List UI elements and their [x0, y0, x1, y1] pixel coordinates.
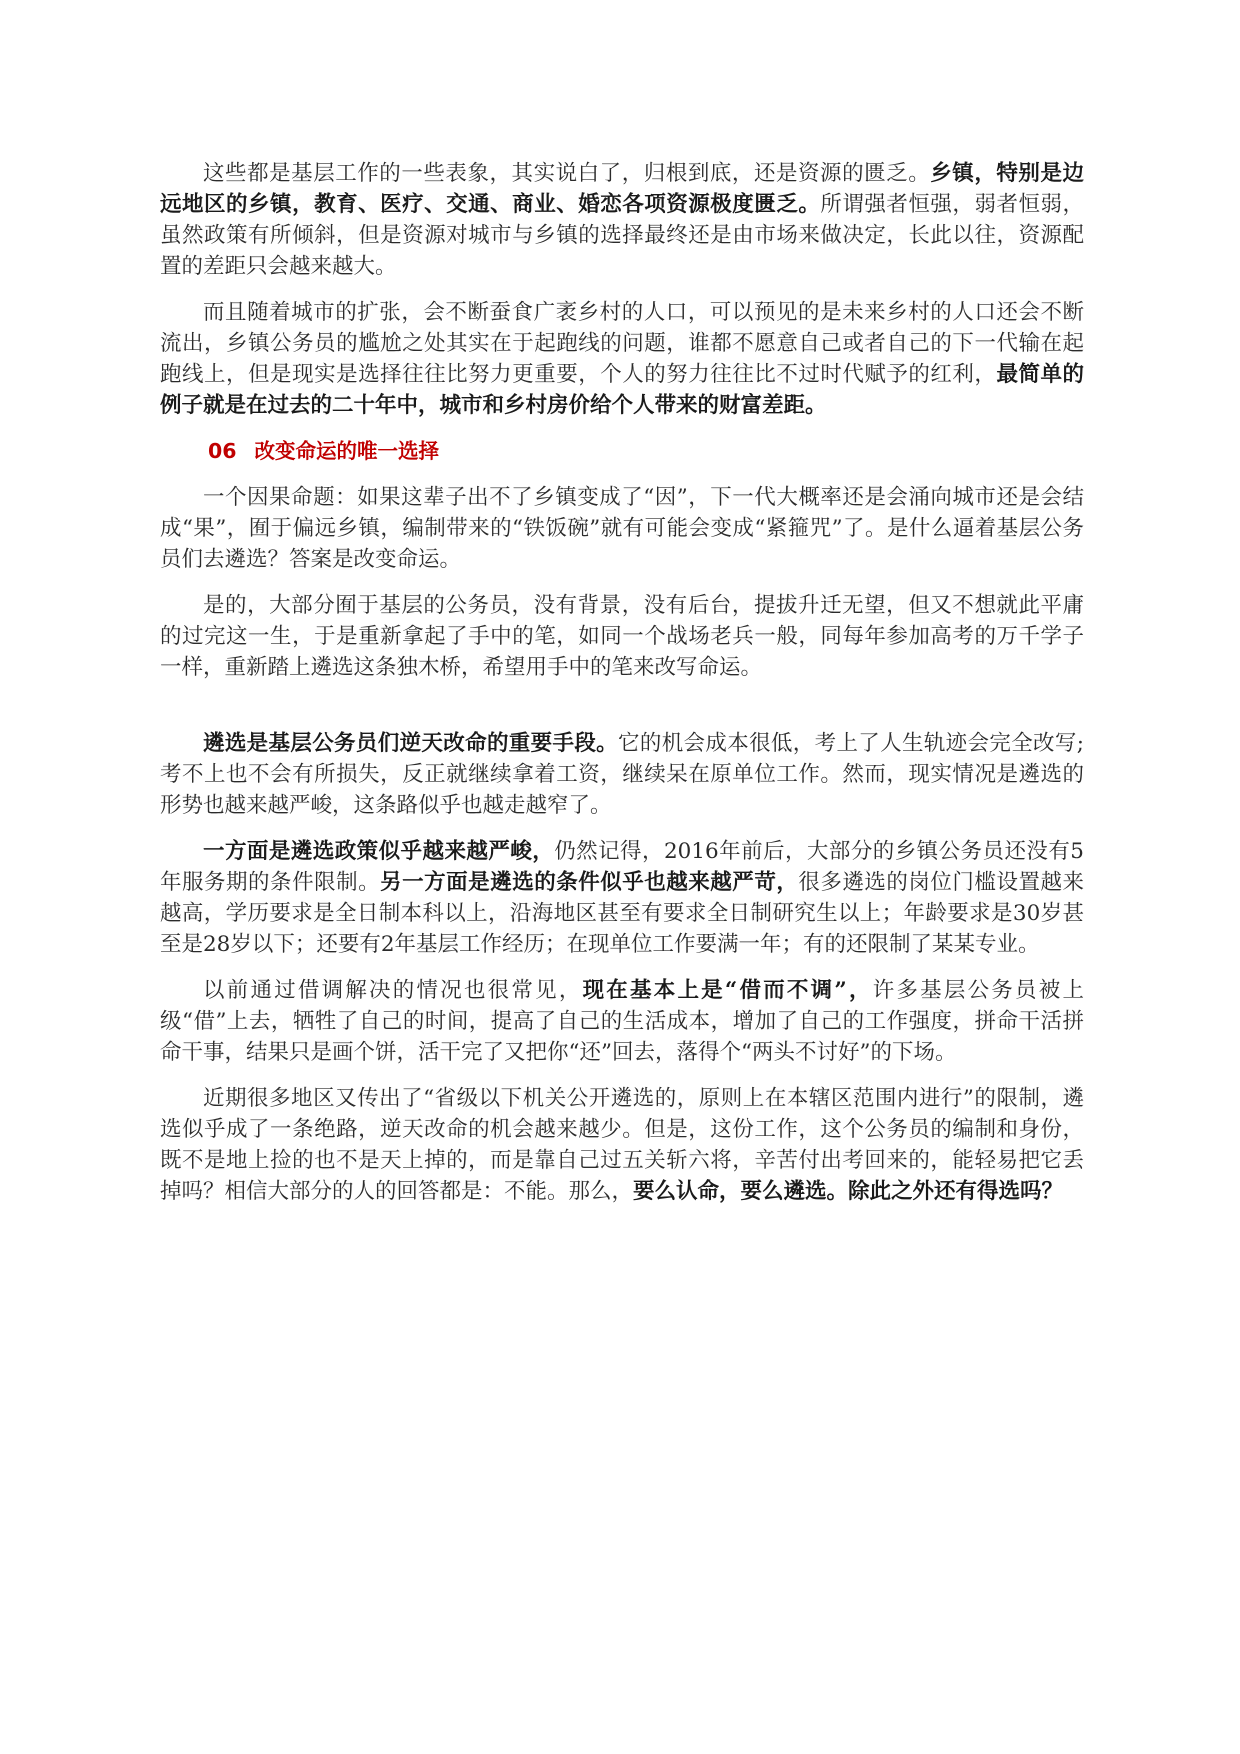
- paragraph-text: 以前通过借调解决的情况也很常见，: [203, 978, 583, 1003]
- paragraph-bold-text: 一方面是遴选政策似乎越来越严峻，: [203, 839, 555, 864]
- paragraph-text: 仍然记得，2016年前后，大部分的乡镇公务员还没有5年服务期的条件限制。: [160, 839, 1084, 895]
- paragraph-bold-text: 遴选是基层公务员们逆天改命的重要手段。: [203, 731, 619, 756]
- paragraph-text: 而且随着城市的扩张，会不断蚕食广袤乡村的人口，可以预见的是未来乡村的人口还会不断流出，乡镇公务员的尴尬之处其实在于起跑线的问题，谁都不愿意自己或者自己的下一代输在起跑线上，但是现实是选择往往比努力更重要，个人的努力往往比不过时代赋予的红利，: [160, 300, 1084, 387]
- paragraph-secondment: [160, 975, 1084, 1068]
- paragraph-text: 许多基层公务员被上级“借”上去，牺牲了自己的时间，提高了自己的生活成本，增加了自己的工作强度，拼命干活拼命干事，结果只是画个饼，活干完了又把你“还”回去，落得个“两头不讨好”的下场。: [160, 978, 1084, 1065]
- paragraph-text: 它的机会成本很低，考上了人生轨迹会完全改写;考不上也不会有所损失，反正就继续拿着工资，继续呆在原单位工作。然而，现实情况是遴选的形势也越来越严峻，这条路似乎也越走越窄了。: [160, 731, 1084, 818]
- paragraph-bold-text: 要么认命，要么遴选。除此之外还有得选吗？: [633, 1179, 1064, 1204]
- section-number: 06: [208, 439, 237, 463]
- paragraph-text: 这些都是基层工作的一些表象，其实说白了，归根到底，还是资源的匮乏。: [203, 161, 931, 186]
- paragraph-bold-text: 乡镇，特别是边远地区的乡镇，教育、医疗、交通、商业、婚恋各项资源极度匮乏。: [160, 161, 1084, 217]
- paragraph-urban-expansion: [160, 297, 1084, 421]
- paragraph-text: 近期很多地区又传出了“省级以下机关公开遴选的，原则上在本辖区范围内进行”的限制，遴选似乎成了一条绝路，逆天改命的机会越来越少。但是，这份工作，这个公务员的编制和身份，既不是地上捡的也不是天上掉的，而是靠自己过五关斩六将，辛苦付出考回来的，能轻易把它丢掉吗？相信大部分的人的回答都是：不能。那么，: [160, 1086, 1084, 1204]
- section-title: 改变命运的唯一选择: [254, 439, 440, 463]
- paragraph-policy-conditions: [160, 836, 1084, 960]
- section-heading: [160, 436, 1084, 467]
- paragraph-text: 所谓强者恒强，弱者恒弱，虽然政策有所倾斜，但是资源对城市与乡镇的选择最终还是由市场来做决定，长此以往，资源配置的差距只会越来越大。: [160, 192, 1084, 279]
- paragraph-gap: [160, 698, 1084, 728]
- paragraph-change-fate: [160, 590, 1084, 683]
- paragraph-bold-text: 现在基本上是“借而不调”，: [582, 978, 873, 1003]
- paragraph-text: 是的，大部分囿于基层的公务员，没有背景，没有后台，提拔升迁无望，但又不想就此平庸的过完这一生，于是重新拿起了手中的笔，如同一个战场老兵一般，同每年参加高考的万千学子一样，重新踏上遴选这条独木桥，希望用手中的笔来改写命运。: [160, 593, 1084, 680]
- paragraph-recent-restrictions: [160, 1083, 1084, 1207]
- paragraph-text: 一个因果命题：如果这辈子出不了乡镇变成了“因”，下一代大概率还是会涌向城市还是会结成“果”，囿于偏远乡镇，编制带来的“铁饭碗”就有可能会变成“紧箍咒”了。是什么逼着基层公务员们去遴选？答案是改变命运。: [160, 485, 1084, 572]
- paragraph-selection-means: [160, 728, 1084, 821]
- paragraph-bold-text: 另一方面是遴选的条件似乎也越来越严苛，: [380, 870, 799, 895]
- paragraph-cause-effect: [160, 482, 1084, 575]
- paragraph-text: 很多遴选的岗位门槛设置越来越高，学历要求是全日制本科以上，沿海地区甚至有要求全日制研究生以上；年龄要求是30岁甚至是28岁以下；还要有2年基层工作经历；在现单位工作要满一年；有的还限制了某某专业。: [160, 870, 1084, 957]
- paragraph-resource-scarcity: [160, 158, 1084, 282]
- paragraph-bold-text: 最简单的例子就是在过去的二十年中，城市和乡村房价给个人带来的财富差距。: [160, 362, 1084, 418]
- document-page: [160, 158, 1084, 1222]
